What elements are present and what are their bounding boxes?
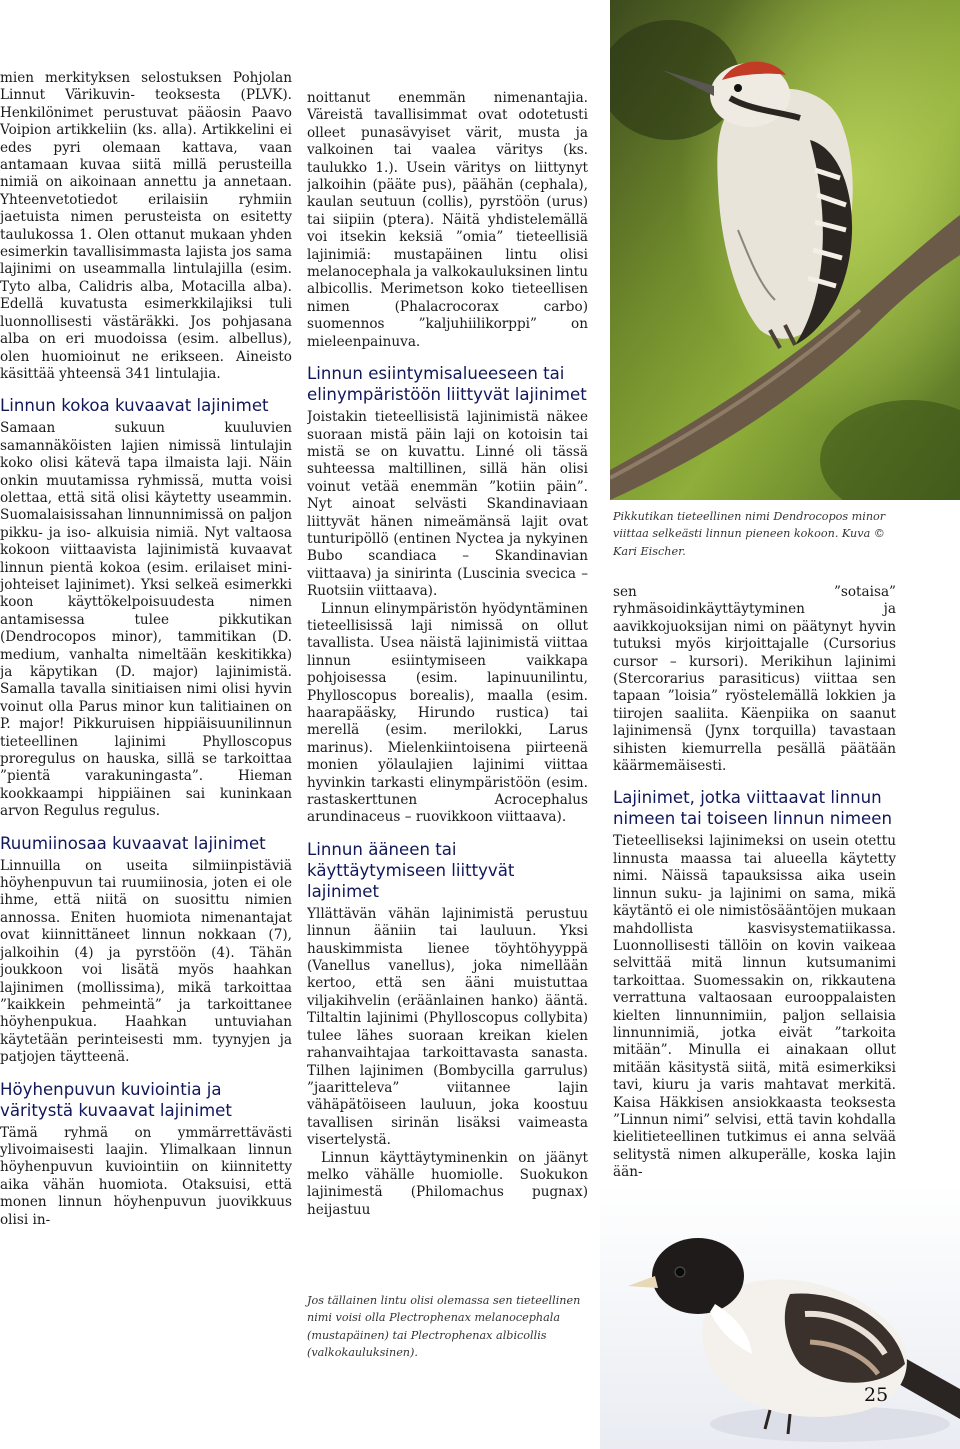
text-column-1: [0, 70, 292, 1400]
text-column-2: [307, 90, 588, 1305]
section-heading-body-parts: Ruumiinosaa kuvaavat lajinimet: [0, 833, 266, 853]
paragraph: mien merkityksen selostuksen Pohjolan Linnut Värikuvin- teoksesta (PLVK). Henkilönimet perustuvat pääosin Paavo Voipion artikkeliin (ks. alla). Artikkelini ei edes pyri olemaan kattava, vaan antamaan kuvaa siitä millä perusteilla nimiä on aikoinaan annettu ja annetaan. Yhteenvetotiedot erilaisiin ryhmiin jaetuista nimen perusteista on esitetty taulukossa 1. Olen ottanut mukaan yhden esimerkin tavallisimmasta lajista jos sama lajinimi on useammalla lintulajilla (esim. Tyto alba, Calidris alba, Motacilla alba). Edellä kuvatusta esimerkkilajiksi tuli luonnollisesti västäräkki. Jos pohjasana alba on eri muodoissa (esim. albellus), olen huomioinut ne erikseen. Aineisto käsittää yhteensä 341 lintulajia.: [0, 70, 292, 382]
paragraph: Linnun elinympäristön hyödyntäminen tieteellisissä laji nimissä on ollut tavallista. Usea näistä lajinimistä viittaa linnun esiintymiseen vaikkapa pohjoisessa (esim. lapinuunilintu, Phylloscopus borealis), maalla (esim. haarapääsky, Hirundo rustica) tai merellä (esim. merilokki, Larus marinus). Mielenkiintoisena piirteenä monien yölaulajien lajinimi viittaa hyvinkin tarkasti elinympäristöön (esim. rastaskerttunen Acrocephalus arundinaceus – ruovikkoon viittaava).: [307, 600, 588, 826]
paragraph: Tieteelliseksi lajinimeksi on usein otettu linnusta maassa tai alueella käytetty nimi. Näissä tapauksissa aika usein linnun suku- ja lajinimi on sama, mikä käytäntö ei ole nimistösääntöjen mukaan mahdollista kasvisystematiikassa. Luonnollisesti tällöin on kovin vaikeaa selvittää mitä linnun kutsumanimi tarkoittaa. Suomessakin on, rikkautena verrattuna valtaosaan eurooppalaisten kielten linnunnimiin, paljon sellaisia linnunnimiä, jotka eivät ”tarkoita mitään”. Minulla ei ainakaan ollut mitään käsitystä siitä, mitä esimerkiksi tavi, kiuru ja varis mahtavat merkitä. Kaisa Häkkisen ansiokkaasta teoksesta ”Linnun nimi” selvisi, että tavin kohdalla kielitieteellinen tutkimus ei anna selvää selitystä nimen alkuperälle, koska lajin ään-: [613, 833, 896, 1181]
bunting-photo-caption: Jos tällainen lintu olisi olemassa sen tieteellinen nimi voisi olla Plectrophenax melanocephala (mustapäinen) tai Plectrophenax albicollis (valkokauluksinen).: [307, 1294, 581, 1360]
paragraph: Linnuilla on useita silmiinpistäviä höyhenpuvun tai ruumiinosia, joten ei ole ihme, että niitä on suosittu nimien annossa. Eniten huomiota nimenantajat ovat kiinnittäneet linnun nokkaan (7), jalkoihin (4) ja pyrstöön (4). Tähän joukkoon voi lisätä myös haahkan lajinimen (mollissima), mikä tarkoittaa ”kaikkein pehmeintä” ja tarkoittanee höyhenpukua. Haahkan untuviahan käytetään perinteisesti mm. tyynyjen ja patjojen täytteenä.: [0, 857, 292, 1066]
woodpecker-photo-caption: Pikkutikan tieteellinen nimi Dendrocopos minor viittaa selkeästi linnun pieneen kokoon. Kuva © Kari Eischer.: [613, 510, 886, 558]
section-heading-voice-behaviour: Linnun ääneen tai käyttäytymiseen liittyvät lajinimet: [307, 839, 515, 901]
section-heading-size: Linnun kokoa kuvaavat lajinimet: [0, 396, 269, 416]
text-column-3: [613, 584, 896, 1289]
section-heading-bird-names: Lajinimet, jotka viittaavat linnun nimeen tai toiseen linnun nimeen: [613, 788, 892, 829]
paragraph: Linnun käyttäytyminenkin on jäänyt melko vähälle huomiolle. Suokukon lajinimestä (Philomachus pugnax) heijastuu: [307, 1149, 588, 1218]
section-heading-plumage: Höyhenpuvun kuviointia ja väritystä kuvaavat lajinimet: [0, 1079, 232, 1120]
paragraph: Samaan sukuun kuuluvien samannäköisten lajien nimissä lintulajin koko olisi kätevä tapa ilmaista laji. Näin onkin muutamissa ryhmissä, mutta voisi olettaa, että sitä olisi käytetty useammin. Suomalaisissahan linnunnimissä on paljon pikku- ja iso- alkuisia nimiä. Nyt valtaosa kokoon viittaavista lajinimistä kuvaavat linnun pientä kokoa (esim. erilaiset mini-johteiset lajinimet). Yksi selkeä esimerkki koon käyttökelpoisuudesta nimen antamisessa tulee pikkutikan (Dendrocopos minor), tammitikan (D. medium, vanhalta nimeltään keskitikka) ja käpytikan (D. major) lajinimistä. Samalla tavalla sinitiaisen nimi olisi hyvin voinut olla Parus minor kun talitiainen on P. major! Pikkuruisen hippiäisuunilinnun tieteellinen lajinimi Phylloscopus proregulus on hauska, sillä se tarkoittaa ”pientä varakuningasta”. Hieman kookkaampi hippiäinen sai kuninkaan arvon Regulus regulus.: [0, 420, 292, 820]
paragraph: noittanut enemmän nimenantajia. Väreistä tavallisimmat ovat odotetusti olleet punasävyiset värit, musta ja valkoinen tai vaalea väritys (ks. taulukko 1.). Usein väritys on liittynyt jalkoihin (pääte pus), päähän (cephala), kaulan seutuun (collis), pyrstöön (urus) tai siipiin (ptera). Näitä yhdistelemällä voi itsekin keksiä ”omia” tieteellisiä lajinimiä: mustapäinen lintu olisi melanocephala ja valkokauluksinen lintu albicollis. Merimetson koko tieteellisen nimen (Phalacrocorax carbo) suomennos ”kaljuhiilikorppi” on mieleenpainuva.: [307, 90, 588, 350]
page-number: 25: [864, 1384, 889, 1406]
paragraph: Yllättävän vähän lajinimistä perustuu linnun ääniin tai lauluun. Yksi hauskimmista lienee töyhtöhyyppä (Vanellus vanellus), joka nimellään kertoo, että sen ääni muistuttaa viljakihvelin (eräänlainen hanko) ääntä. Tiltaltin lajinimi (Phylloscopus collybita) tulee lähes suoraan kreikan kielen rahanvaihtajaa tarkoittavasta sanasta. Tilhen lajinimen (Bombycilla garrulus) ”jaaritteleva” viitannee lajin vähäpätöiseen lauluun, joka koostuu tavallisen sirinän lisäksi vaimeasta visertelystä.: [307, 905, 588, 1149]
paragraph: sen ”sotaisa” ryhmäsoidinkäyttäytyminen ja aavikkojuoksijan nimi on päätynyt hyvin tutuksi myös kirjoittajalle (Cursorius cursor – kursori). Merikihun lajinimi (Stercorarius parasiticus) viittaa sen tapaan ”loisia” ryöstelemällä lokkien ja tiirojen saaliita. Käenpiika on saanut lajinimensä (Jynx torquilla) tavastaan sihisten kiemurrella pesällä päätään käärmemäisesti.: [613, 584, 896, 775]
section-heading-habitat: Linnun esiintymisalueeseen tai elinympäristöön liittyvät lajinimet: [307, 364, 587, 405]
paragraph: Tämä ryhmä on ymmärrettävästi ylivoimaisesti laajin. Ylimalkaan linnun höyhenpuvun kuviointiin on kiinnitetty aika vähän huomiota. Otaksuisi, että monen linnun höyhenpuvun juovikkuus olisi in-: [0, 1124, 292, 1228]
paragraph: Joistakin tieteellisistä lajinimistä näkee suoraan mistä päin laji on kotoisin tai mistä se on kuvattu. Linné oli tässä suhteessa maltillinen, sillä hän olisi voinut vetää enemmän ”kotiin päin”. Nyt ainoat selvästi Skandinaviaan liittyvät hänen nimeämänsä lajit ovat tunturipöllö (entinen Nyctea ja nykyinen Bubo scandiaca – Skandinavian viittaava) ja sinirinta (Luscinia svecica – Ruotsiin viittaava).: [307, 409, 588, 600]
woodpecker-photo: [610, 0, 960, 500]
